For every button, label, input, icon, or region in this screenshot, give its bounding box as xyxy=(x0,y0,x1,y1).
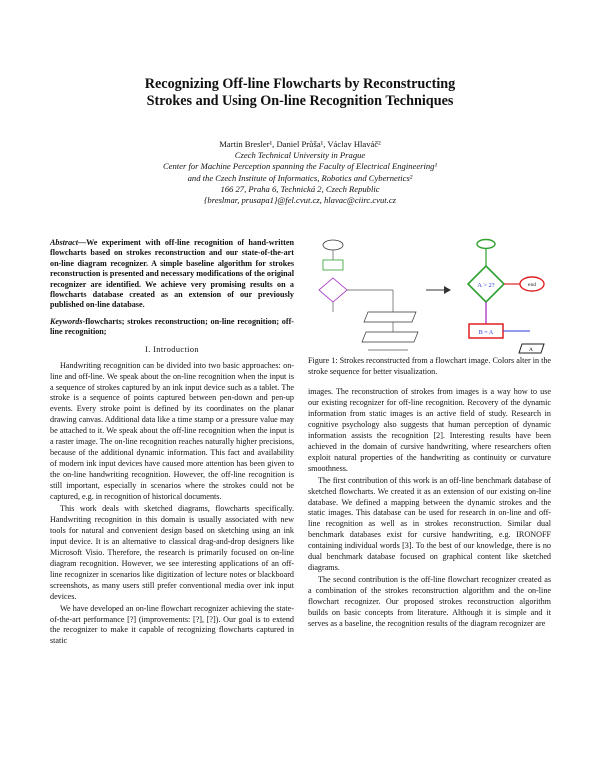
left-column xyxy=(50,238,294,647)
affiliation-address: 166 27, Praha 6, Technická 2, Czech Republic xyxy=(220,183,380,194)
io-parallelogram xyxy=(364,312,416,322)
author-emails: {breslmar, prusapa1}@fel.cvut.cz, hlavac@ciirc.cvut.cz xyxy=(204,195,396,206)
author-names: Martin Bresler¹, Daniel Průša¹, Václav Hlaváč² xyxy=(219,139,381,149)
arrow-head xyxy=(444,286,451,294)
keywords xyxy=(50,317,294,338)
transform-arrow xyxy=(426,286,451,294)
right-paragraph-3: The second contribution is the off-line flowchart recognizer created as a combination of the strokes reconstruction algorithm and the on-line flowchart recognizer. Our proposed strokes reconstruction algorithm builds on basic concepts from literature. Although it is simple and it serves as a baseline, the recognition results of the diagram recognizer are xyxy=(308,575,551,629)
affiliation-institute: and the Czech Institute of Informatics, Robotics and Cybernetics² xyxy=(187,172,413,183)
intro-paragraph-2: This work deals with sketched diagrams, flowcharts specifically. Handwriting recognition in this domain is usually associated with new tools for natural and convenient design based on sketching using an ink input device. It is an alternative to classical drag-and-drop designers like Microsoft Visio. Therefore, the research is primarily focused on on-line diagram recognition. However, we see interesting applications of an off-line recognizer in scenarios like digitization of lecture notes or blackboard screenshots, as many users still prefer conventional media over ink input devices. xyxy=(50,504,294,601)
figure-1-flowchart-image xyxy=(308,232,551,356)
intro-paragraph-1: Handwriting recognition can be divided into two basic approaches: on-line and off-line. We speak about the on-line recognition when the input is a sequence of strokes captured by an ink input device such as a tablet. The stroke is a sequence of points captured between pen-down and pen-up events. Every stroke point is defined by its coordinates on the planar drawing canvas. Additional data like a time stamp or a pressure value may be attached to it. We speak about the off-line recognition when the input is a raster image. The on-line recognition reaches naturally higher precisions, because of the additional dynamic information. This fact and availability of modern ink input devices have caused more attention has been given to the on-line handwriting recognition. However, the off-line recognition is still important, especially in scenarios where the strokes could not be captured, e.g. in recognition of historical documents. xyxy=(50,360,294,502)
right-paragraph-1: images. The reconstruction of strokes from images is a way how to use our existing recognizer for off-line recognition. Recovery of the dynamic information from static images is an active field of study. Research in cognitive psychology also suggests that human perception of dynamic information assists the recognition [2]. Interesting results have been achieved in the domain of cursive handwriting, where researchers often exploit natural properties of the handwriting as continuity or curvature smoothness. xyxy=(308,387,551,473)
abstract xyxy=(50,238,294,311)
end-label: end xyxy=(528,282,536,288)
abstract-label: Abstract xyxy=(50,238,78,247)
keywords-text: -flowcharts; strokes reconstruction; on-line recognition; off-line recognition; xyxy=(50,316,294,337)
title-line-1: Recognizing Off-line Flowcharts by Reconstructing xyxy=(144,76,456,92)
io-label: A xyxy=(529,347,533,353)
paper-title xyxy=(60,76,540,110)
decision-diamond xyxy=(319,278,347,302)
affiliation-university: Czech Technical University in Prague xyxy=(234,150,366,161)
figure-caption: Figure 1: Strokes reconstructed from a flowchart image. Colors alter in the stroke sequence for better visualization. xyxy=(308,356,551,376)
right-column xyxy=(308,387,551,630)
flowchart-reconstructed-thumbnail xyxy=(468,240,544,354)
section-heading-introduction: I. Introduction xyxy=(145,344,199,354)
io-parallelogram xyxy=(362,332,418,342)
start-ellipse xyxy=(477,240,495,249)
affiliation-center: Center for Machine Perception spanning the Faculty of Electrical Engineering¹ xyxy=(162,161,438,172)
flowchart-strokes-illustration xyxy=(308,232,551,356)
keywords-label: Keywords xyxy=(50,316,83,326)
process-label: B = A xyxy=(478,330,494,336)
intro-paragraph-3: We have developed an on-line flowchart recognizer achieving the state-of-the-art performance [?] (improvements: [?], [?]). Our goal is to extend the recognizer to make it capable of recognizing flowcharts captured in static xyxy=(50,603,294,646)
author-block xyxy=(60,139,540,206)
process-box xyxy=(323,260,343,270)
start-ellipse xyxy=(323,240,343,250)
abstract-text: —We experiment with off-line recognition of hand-written flowcharts based on strokes reconstruction and our state-of-the-art on-line diagram recognizer. A simple baseline algorithm for strokes reconstruction is presented and necessary modifications of the original recognizer are identified. We achieve very promising results on a flowcharts database created as an extension of our previously published on-line database. xyxy=(50,238,294,310)
title-line-2: Strokes and Using On-line Recognition Techniques xyxy=(146,93,454,109)
right-paragraph-2: The first contribution of this work is an off-line benchmark database of sketched flowcharts. We created it as an extension of our existing on-line database. We defined a mapping between the dynamic strokes and the static images. This database can be used for research in on-line and off-line recognition as well as in strokes reconstruction. Similar dual benchmark databases exist for cursive handwriting, e.g. IRONOFF containing individual words [3]. To the best of our knowledge, there is no dual benchmark database focused on graphical content like sketched diagrams. xyxy=(308,475,551,573)
flowchart-original-thumbnail xyxy=(319,240,418,350)
decision-label: A > 2? xyxy=(477,282,495,289)
